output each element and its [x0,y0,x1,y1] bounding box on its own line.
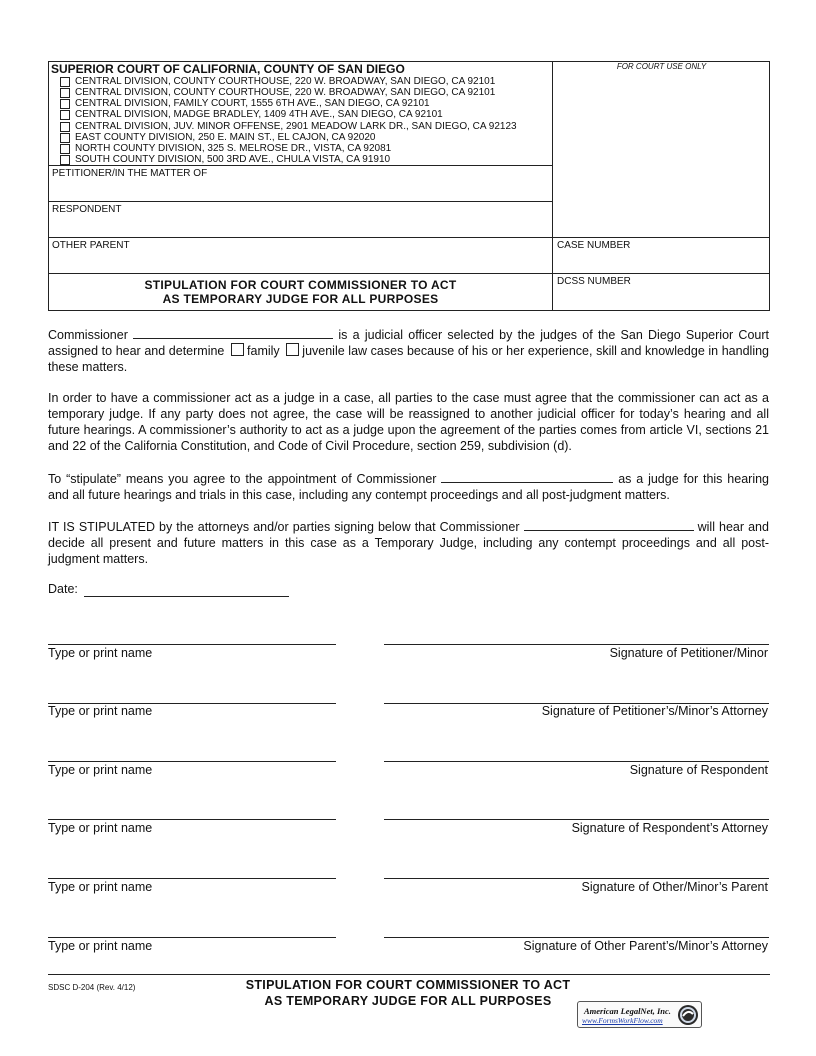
division-checkbox[interactable] [60,144,70,154]
form-number: SDSC D-204 (Rev. 4/12) [48,983,136,992]
division-checkbox[interactable] [60,155,70,165]
division-option[interactable] [60,76,495,87]
print-name-label: Type or print name [48,880,153,894]
division-option[interactable] [60,98,430,109]
print-name-label: Type or print name [48,646,153,660]
division-label: NORTH COUNTY DIVISION, 325 S. MELROSE DR., VISTA, CA 92081 [75,143,392,154]
petitioner-label: PETITIONER/IN THE MATTER OF [52,168,208,179]
signature-line[interactable] [384,761,769,762]
division-label: CENTRAL DIVISION, COUNTY COURTHOUSE, 220 W. BROADWAY, SAN DIEGO, CA 92101 [75,87,496,98]
print-name-label: Type or print name [48,939,153,953]
paragraph-agreement: In order to have a commissioner act as a judge in a case, all parties to the case must agree that the commissioner can act as a temporary judge. If any party does not agree, the case will be reassigned to another judicial officer for today’s hearing and all future hearings. A commissioner’s authority to act as a judge upon the agreement of the parties comes from article VI, sections 21 and 22 of the California Constitution, and Code of Civil Procedure, section 259, subdivision (d). [48,391,769,453]
divider-respondent [48,201,553,202]
globe-icon [677,1004,699,1026]
division-label: CENTRAL DIVISION, COUNTY COURTHOUSE, 220 W. BROADWAY, SAN DIEGO, CA 92101 [75,76,496,87]
signature-label-petitioner-attorney: Signature of Petitioner’s/Minor’s Attorney [541,704,768,718]
date-field[interactable] [84,596,289,597]
respondent-label: RESPONDENT [52,204,122,215]
division-label: CENTRAL DIVISION, MADGE BRADLEY, 1409 4TH AVE., SAN DIEGO, CA 92101 [75,109,443,120]
american-legalnet-logo [577,1001,702,1028]
petitioner-field[interactable] [49,180,552,200]
paragraph-commissioner [48,326,769,375]
signature-line[interactable] [384,644,769,645]
division-checkbox[interactable] [60,77,70,87]
signature-line[interactable] [384,937,769,938]
print-name-line[interactable] [48,761,336,762]
division-label: EAST COUNTY DIVISION, 250 E. MAIN ST., EL CAJON, CA 92020 [75,132,376,143]
division-checkbox[interactable] [60,110,70,120]
case-number-label: CASE NUMBER [557,240,631,251]
family-label: family [247,344,280,358]
print-name-label: Type or print name [48,704,153,718]
division-option[interactable] [60,87,495,98]
other-parent-field[interactable] [49,252,552,272]
footer-title [208,977,608,1009]
division-option[interactable] [60,132,375,143]
logo-url: www.FormsWorkFlow.com [582,1016,663,1025]
print-name-line[interactable] [48,644,336,645]
court-use-only-label: FOR COURT USE ONLY [616,62,707,71]
division-label: CENTRAL DIVISION, FAMILY COURT, 1555 6TH AVE., SAN DIEGO, CA 92101 [75,98,430,109]
division-option[interactable] [60,121,517,132]
juvenile-checkbox[interactable] [286,343,299,356]
p3-text-a: To “stipulate” means you agree to the appointment of Commissioner [48,472,437,486]
signature-label-respondent-attorney: Signature of Respondent’s Attorney [571,821,768,835]
signature-label-respondent: Signature of Respondent [629,763,768,777]
p1-text-c: juvenile law cases because of his or her experience, skill and knowledge in handling these matters. [48,344,769,374]
print-name-label: Type or print name [48,763,153,777]
court-title: SUPERIOR COURT OF CALIFORNIA, COUNTY OF SAN DIEGO [51,62,405,76]
division-option[interactable] [60,109,443,120]
division-label: CENTRAL DIVISION, JUV. MINOR OFFENSE, 2901 MEADOW LARK DR., SAN DIEGO, CA 92123 [75,121,517,132]
commissioner-name-field-2[interactable] [441,470,613,483]
form-title [48,278,553,306]
p4-text-b: will hear and decide all present and future matters in this case as a Temporary Judge, including any contempt proceedings and all post-judgment matters. [48,520,769,566]
date-label: Date: [48,582,78,596]
form-title-line-2: AS TEMPORARY JUDGE FOR ALL PURPOSES [162,292,439,306]
print-name-line[interactable] [48,937,336,938]
p1-text-a: Commissioner [48,328,128,342]
footer-rule [48,974,770,975]
signature-line[interactable] [384,819,769,820]
footer-title-line-1: STIPULATION FOR COURT COMMISSIONER TO ACT [245,978,571,992]
dcss-number-label: DCSS NUMBER [557,276,631,287]
commissioner-name-field-3[interactable] [524,518,694,531]
print-name-line[interactable] [48,878,336,879]
respondent-field[interactable] [49,216,552,236]
family-checkbox[interactable] [231,343,244,356]
signature-label-petitioner: Signature of Petitioner/Minor [609,646,768,660]
commissioner-name-field-1[interactable] [133,326,333,339]
logo-company-name: American LegalNet, Inc. [584,1006,671,1016]
signature-line[interactable] [384,878,769,879]
case-number-field[interactable] [553,252,769,272]
paragraph-stipulated [48,518,769,567]
signature-label-other-parent: Signature of Other/Minor’s Parent [581,880,768,894]
signature-label-other-parent-attorney: Signature of Other Parent’s/Minor’s Attorney [523,939,768,953]
dcss-number-field[interactable] [553,288,769,310]
p3-text-b: as a judge for this hearing and all future hearings and trials in this case, including any contempt proceedings and all post-judgment matters. [48,472,769,502]
footer-title-line-2: AS TEMPORARY JUDGE FOR ALL PURPOSES [264,994,552,1008]
print-name-label: Type or print name [48,821,153,835]
other-parent-label: OTHER PARENT [52,240,130,251]
division-option[interactable] [60,143,391,154]
divider-other-parent [48,237,770,238]
division-checkbox[interactable] [60,133,70,143]
division-checkbox[interactable] [60,99,70,109]
division-checkbox[interactable] [60,122,70,132]
paragraph-stipulate-meaning [48,470,769,503]
p4-text-a: IT IS STIPULATED by the attorneys and/or parties signing below that Commissioner [48,520,520,534]
p1-text-b: is a judicial officer selected by the judges of the San Diego Superior Court assigned to hear and determine [48,328,769,358]
division-checkbox[interactable] [60,88,70,98]
divider-title [48,273,770,274]
print-name-line[interactable] [48,819,336,820]
form-title-line-1: STIPULATION FOR COURT COMMISSIONER TO ACT [144,278,457,292]
divider-petitioner [48,165,553,166]
division-option[interactable] [60,154,390,165]
division-label: SOUTH COUNTY DIVISION, 500 3RD AVE., CHULA VISTA, CA 91910 [75,154,391,165]
